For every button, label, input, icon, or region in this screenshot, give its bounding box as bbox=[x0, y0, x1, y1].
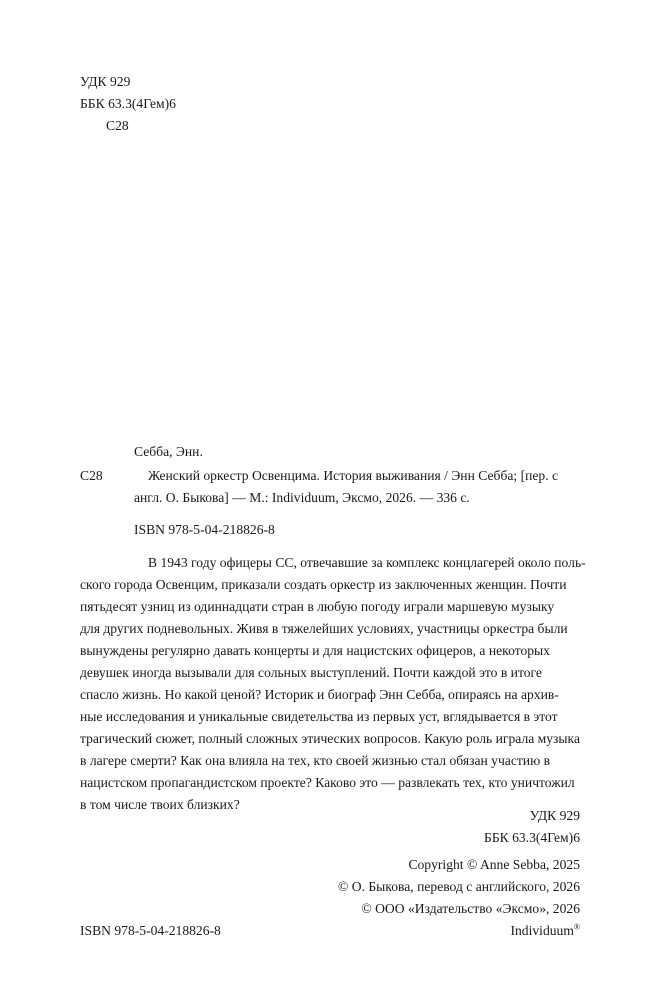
annotation-line-6: девушек иногда вызывали для сольных выступлений. Почти каждой это в итоге bbox=[80, 665, 542, 680]
copyright-author: Copyright © Anne Sebba, 2025 bbox=[408, 857, 580, 872]
annotation-line-9: трагический сюжет, полный сложных этических вопросов. Какую роль играла музыка bbox=[80, 731, 580, 746]
udk-code-top: УДК 929 bbox=[80, 74, 131, 89]
annotation-line-12: в том числе твоих близких? bbox=[80, 797, 240, 812]
udk-code-bottom: УДК 929 bbox=[529, 808, 580, 823]
annotation-line-1: В 1943 году офицеры СС, отвечавшие за комплекс концлагерей около поль- bbox=[148, 555, 586, 570]
bbk-code-bottom: ББК 63.3(4Гем)6 bbox=[484, 830, 580, 845]
copyright-publisher: © ООО «Издательство «Эксмо», 2026 bbox=[361, 901, 580, 916]
annotation-line-10: в лагере смерти? Как она влияла на тех, кто своей жизнью стал обязан участию в bbox=[80, 753, 551, 768]
catalog-author-mark: С28 bbox=[80, 468, 103, 483]
isbn-bottom: ISBN 978-5-04-218826-8 bbox=[80, 923, 221, 938]
annotation-line-5: вынуждены регулярно давать концерты и для нацистских офицеров, а некоторых bbox=[80, 643, 550, 658]
bbk-code-top: ББК 63.3(4Гем)6 bbox=[80, 96, 176, 111]
registered-mark: ® bbox=[573, 922, 580, 932]
catalog-title-line-2: англ. О. Быкова] — М.: Individuum, Эксмо, 2026. — 336 с. bbox=[134, 490, 470, 505]
annotation-line-3: пятьдесят узниц из одиннадцати стран в любую погоду играли маршевую музыку bbox=[80, 599, 555, 614]
catalog-author: Себба, Энн. bbox=[134, 444, 203, 459]
catalog-isbn: ISBN 978-5-04-218826-8 bbox=[134, 522, 275, 537]
copyright-translator: © О. Быкова, перевод с английского, 2026 bbox=[338, 879, 580, 894]
annotation-line-8: ные исследования и уникальные свидетельства из первых уст, вглядывается в этот bbox=[80, 709, 558, 724]
publisher-name: Individuum bbox=[510, 923, 574, 938]
publisher-imprint bbox=[510, 920, 580, 943]
annotation-line-2: ского города Освенцим, приказали создать оркестр из заключенных женщин. Почти bbox=[80, 577, 567, 592]
catalog-title-line-1: Женский оркестр Освенцима. История выживания / Энн Себба; [пер. с bbox=[148, 468, 559, 483]
annotation-line-4: для других подневольных. Живя в тяжелейших условиях, участницы оркестра были bbox=[80, 621, 568, 636]
annotation-line-7: спасло жизнь. Но какой ценой? Историк и биограф Энн Себба, опираясь на архив- bbox=[80, 687, 559, 702]
author-mark-top: С28 bbox=[106, 118, 129, 133]
annotation-line-11: нацистском пропагандистском проекте? Каково это — развлекать тех, кто уничтожил bbox=[80, 775, 575, 790]
